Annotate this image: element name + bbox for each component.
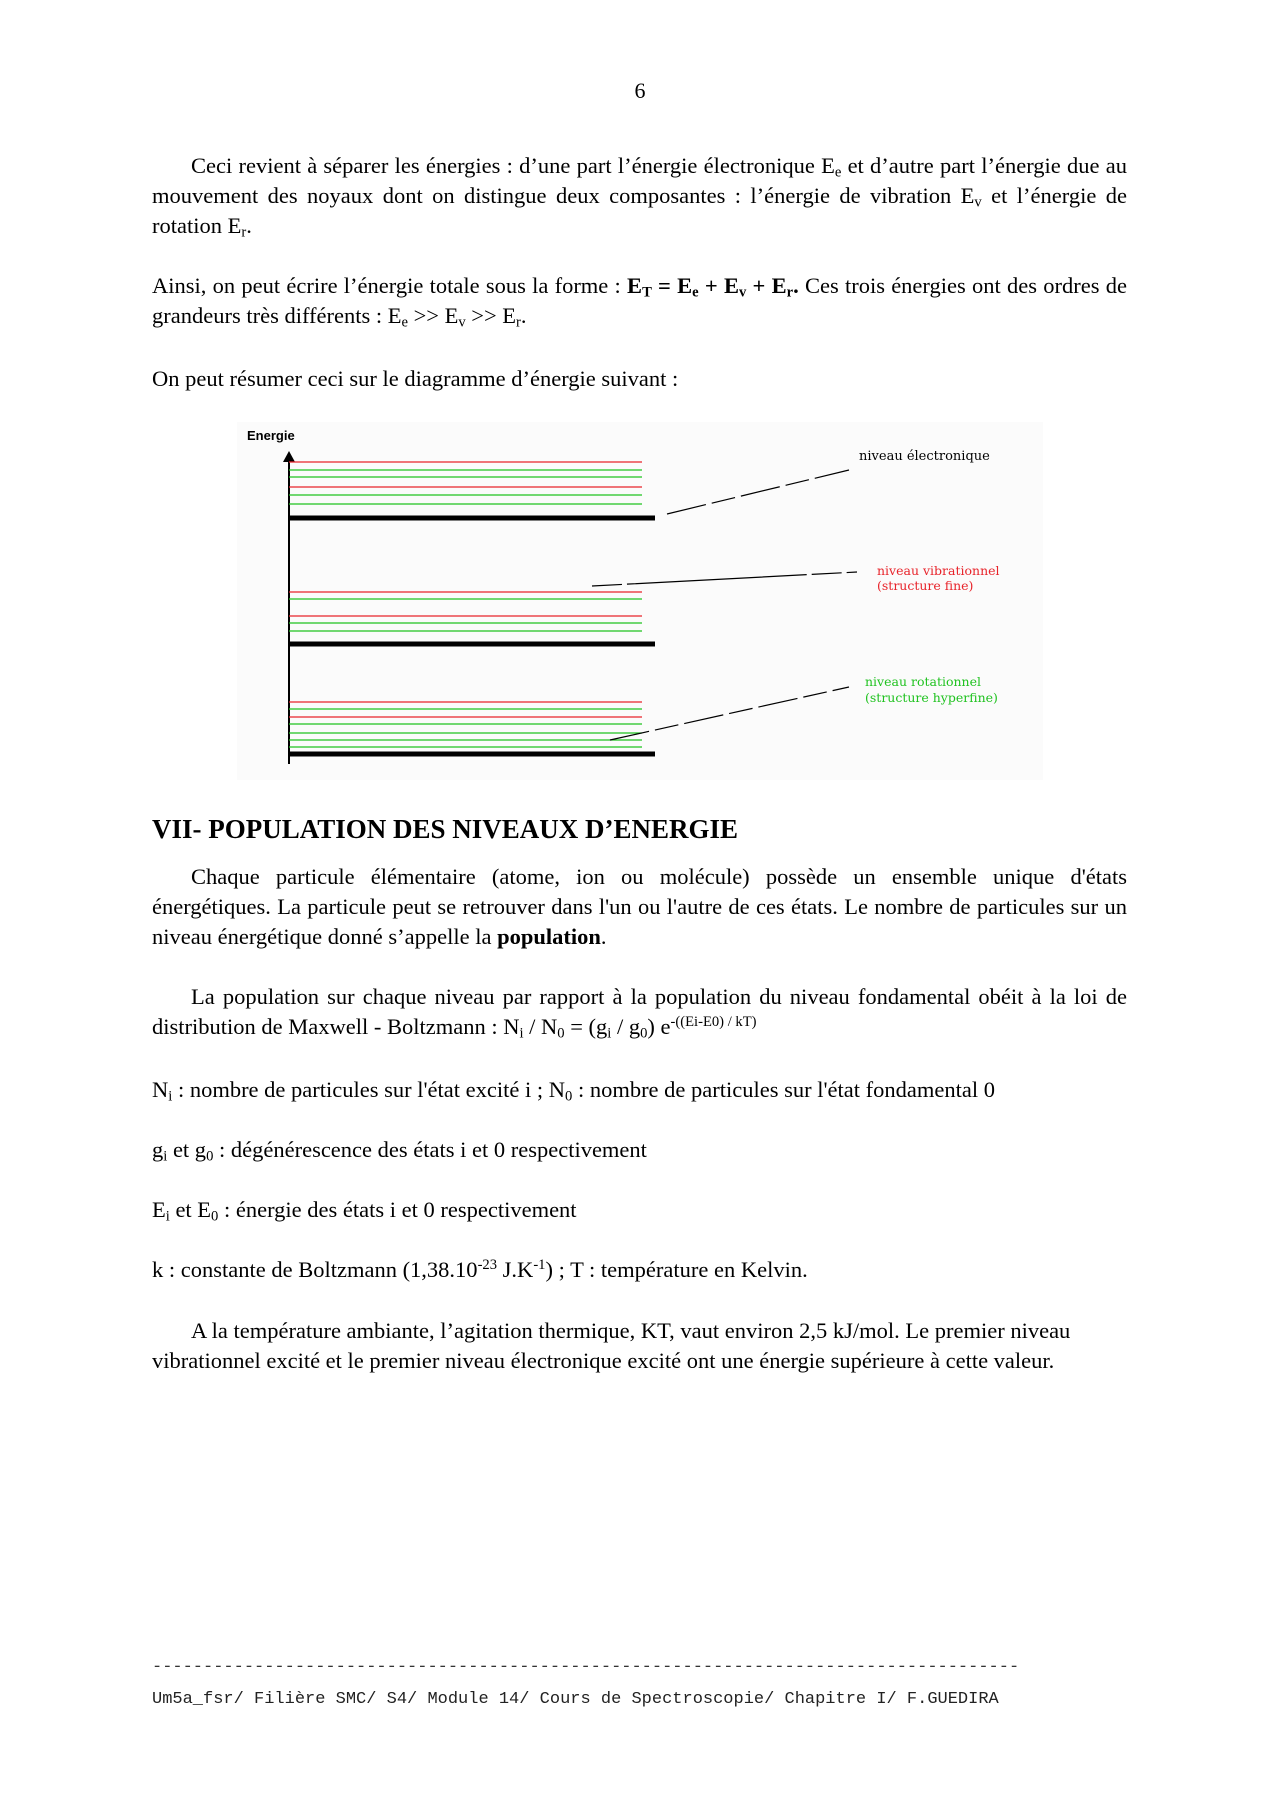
population-keyword: population xyxy=(497,924,601,949)
paragraph-energy-separation: Ceci revient à séparer les énergies : d’une part l’énergie électronique $E_e$ et d’autre part l’énergie due au mouvement des noyaux dont on distingue deux composantes : l’énergie de vibration $E_v$ et l’énergie de rotation $E_r$. xyxy=(152,153,1127,241)
definition-k-t: k : constante de Boltzmann ($1,38.10^{-23}$ $J.K^{-1}$) ; T : température en Kelvin. xyxy=(152,1256,808,1282)
paragraph-boltzmann-law: La population sur chaque niveau par rapport à la population du niveau fondamental obéit à la loi de distribution de Maxwell - Boltzmann : $N_i / N_0 = (g_i / g_0)$ $e^{-((Ei-E0) / kT)}$ xyxy=(152,984,1127,1042)
definition-gi-g0: $g_i$ et $g_0$ : dégénérescence des états i et 0 respectivement xyxy=(152,1137,647,1165)
definition-ni-n0: $N_i$ : nombre de particules sur l'état excité i ; $N_0$ : nombre de particules sur l'état fondamental 0 xyxy=(152,1077,995,1105)
section-heading: VII- POPULATION DES NIVEAUX D’ENERGIE xyxy=(152,814,739,844)
vibrational-level-sublabel: (structure fine) xyxy=(877,578,974,593)
page-number: 6 xyxy=(634,78,646,103)
energy-level-diagram xyxy=(237,422,1043,780)
footer-rule: ------------------------------------------------------------------------------------- xyxy=(152,1658,1020,1677)
paragraph-diagram-intro: On peut résumer ceci sur le diagramme d’énergie suivant : xyxy=(152,366,679,391)
diagram-background xyxy=(237,422,1043,780)
definition-ei-e0: $E_i$ et $E_0$ : énergie des états i et 0 respectivement xyxy=(152,1197,577,1225)
rotational-level-sublabel: (structure hyperfine) xyxy=(865,690,998,705)
total-energy-formula: $E_T = E_e + E_v + E_r$. xyxy=(627,273,799,301)
footer-text: Um5a_fsr/ Filière SMC/ S4/ Module 14/ Cours de Spectroscopie/ Chapitre I/ F.GUEDIRA xyxy=(152,1690,999,1709)
axis-label: Energie xyxy=(247,428,295,443)
paragraph-population-definition: Chaque particule élémentaire (atome, ion ou molécule) possède un ensemble unique d'états énergétiques. La particule peut se retrouver dans l'un ou l'autre de ces états. Le nombre de particules sur un niveau énergétique donné s’appelle la population. xyxy=(152,864,1127,949)
paragraph-thermal-agitation: A la température ambiante, l’agitation thermique, KT, vaut environ 2,5 kJ/mol. Le premier niveau vibrationnel excité et le premier niveau électronique excité ont une énergie supérieure à cette valeur. xyxy=(152,1318,1071,1373)
rotational-level-label: niveau rotationnel xyxy=(865,674,982,689)
paragraph-total-energy: Ainsi, on peut écrire l’énergie totale sous la forme : $E_T = E_e + E_v + E_r$. Ces trois énergies ont des ordres de grandeurs très différents : $E_e >> E_v >> E_r$. xyxy=(152,273,1127,331)
vibrational-level-label: niveau vibrationnel xyxy=(877,563,1000,578)
electronic-level-label: niveau électronique xyxy=(859,449,990,464)
